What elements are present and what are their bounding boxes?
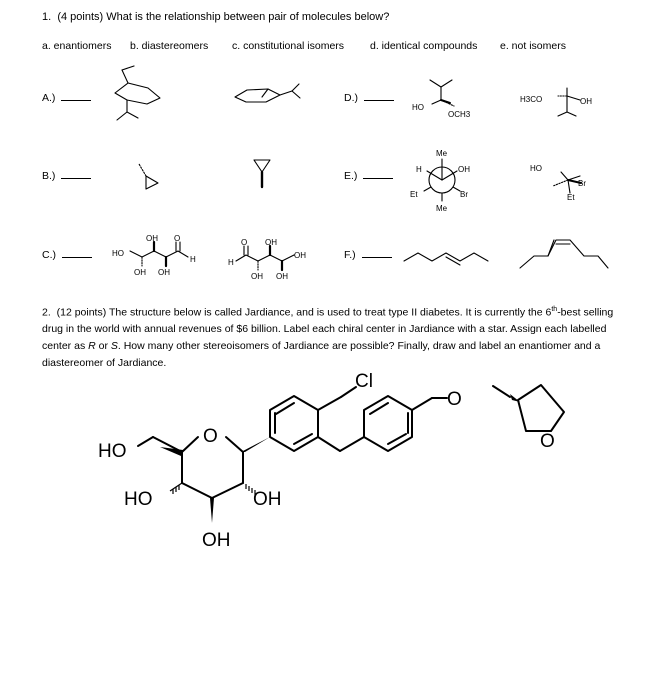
pair-d-molecule-2	[558, 88, 580, 116]
pair-e-oh-label: OH	[458, 165, 470, 174]
pair-d-och3-label: OCH3	[448, 110, 471, 119]
pair-e2-et-label: Et	[567, 193, 575, 202]
pair-f-molecule-2	[520, 240, 608, 268]
question-2-text-start: (12 points) The structure below is called Jardiance, and is used to treat type II diabetes. It is currently the 6	[56, 306, 552, 319]
pair-e-br-label: Br	[460, 190, 468, 199]
pair-e-newman-projection	[424, 159, 460, 201]
option-c: c. constitutional isomers	[232, 40, 345, 52]
pair-c1-ho-label: HO	[112, 249, 124, 258]
pair-c1-oh3-label: OH	[158, 268, 170, 277]
jardiance-ether-o-label: O	[447, 389, 462, 410]
pair-c2-o-label: O	[241, 238, 248, 247]
pair-c2-oh3-label: OH	[276, 272, 288, 281]
pair-d-molecule-1	[430, 80, 454, 106]
pair-f-molecule-1	[404, 253, 488, 265]
question-2-text-end: . How many other stereoisomers of Jardiance are possible? Finally, draw and label an enantiomer and a diastereomer of Jardiance.	[42, 340, 601, 369]
pair-e-h-label: H	[416, 165, 422, 174]
jardiance-cl-label: Cl	[355, 371, 373, 392]
pair-c1-oh-label: OH	[146, 234, 158, 243]
pair-d-oh-label: OH	[580, 97, 592, 106]
jardiance-structure	[98, 371, 564, 551]
option-a: a. enantiomers	[42, 40, 112, 52]
option-d: d. identical compounds	[370, 40, 478, 52]
pair-c-molecule-1	[130, 242, 188, 266]
question-2-or: or	[95, 340, 111, 353]
pair-e2-ho-label: HO	[530, 164, 542, 173]
jardiance-ho-label: HO	[98, 441, 127, 462]
jardiance-thf-o-label: O	[540, 431, 555, 452]
pair-e-me-bottom-label: Me	[436, 204, 448, 213]
option-b: b. diastereomers	[130, 40, 209, 52]
pair-b-molecule-1	[139, 164, 158, 189]
pair-c2-h-label: H	[228, 258, 234, 267]
pair-d-h3co-label: H3CO	[520, 95, 543, 104]
question-1-number: 1.	[42, 11, 52, 23]
jardiance-oh-bottom-label: OH	[202, 530, 231, 551]
pair-a-molecule-2	[235, 84, 300, 102]
pair-c-molecule-2	[236, 246, 294, 270]
pair-d-text: D.)	[344, 92, 358, 104]
pair-f-text: F.)	[344, 249, 356, 261]
pair-a-molecule-1	[115, 66, 160, 120]
option-e: e. not isomers	[500, 40, 566, 52]
pair-c1-o-label: O	[174, 234, 181, 243]
question-2-prompt	[42, 302, 627, 372]
question-2-number: 2.	[42, 306, 51, 319]
pair-c1-oh2-label: OH	[134, 268, 146, 277]
jardiance-ho2-label: HO	[124, 489, 153, 510]
pair-a-text: A.)	[42, 92, 56, 104]
pair-e2-br-label: Br	[578, 179, 586, 188]
pair-e-me-top-label: Me	[436, 149, 448, 158]
pair-e-molecule-2	[553, 172, 581, 193]
jardiance-ring-o-label: O	[203, 426, 218, 447]
question-1-text: (4 points) What is the relationship between pair of molecules below?	[57, 11, 390, 23]
pair-e-text: E.)	[344, 170, 358, 182]
pair-b-text: B.)	[42, 170, 56, 182]
pair-c2-oh-right-label: OH	[294, 251, 306, 260]
pair-e-et-label: Et	[410, 190, 418, 199]
pair-d-ho-label: HO	[412, 103, 424, 112]
pair-c2-oh2-label: OH	[251, 272, 263, 281]
question-2-superscript: th	[551, 306, 558, 313]
question-2-text-middle: -best selling drug in the world with annual revenues of $6 billion. Label each chiral center in Jardiance with a star. Assign each labelled center as	[42, 306, 614, 353]
question-2-s-label: S	[110, 340, 118, 353]
pair-b-molecule-2	[254, 160, 270, 187]
jardiance-oh-label: OH	[253, 489, 282, 510]
pair-c-text: C.)	[42, 249, 56, 261]
question-2-r-label: R	[88, 340, 96, 353]
pair-c2-oh-label: OH	[265, 238, 277, 247]
pair-c1-h-label: H	[190, 255, 196, 264]
